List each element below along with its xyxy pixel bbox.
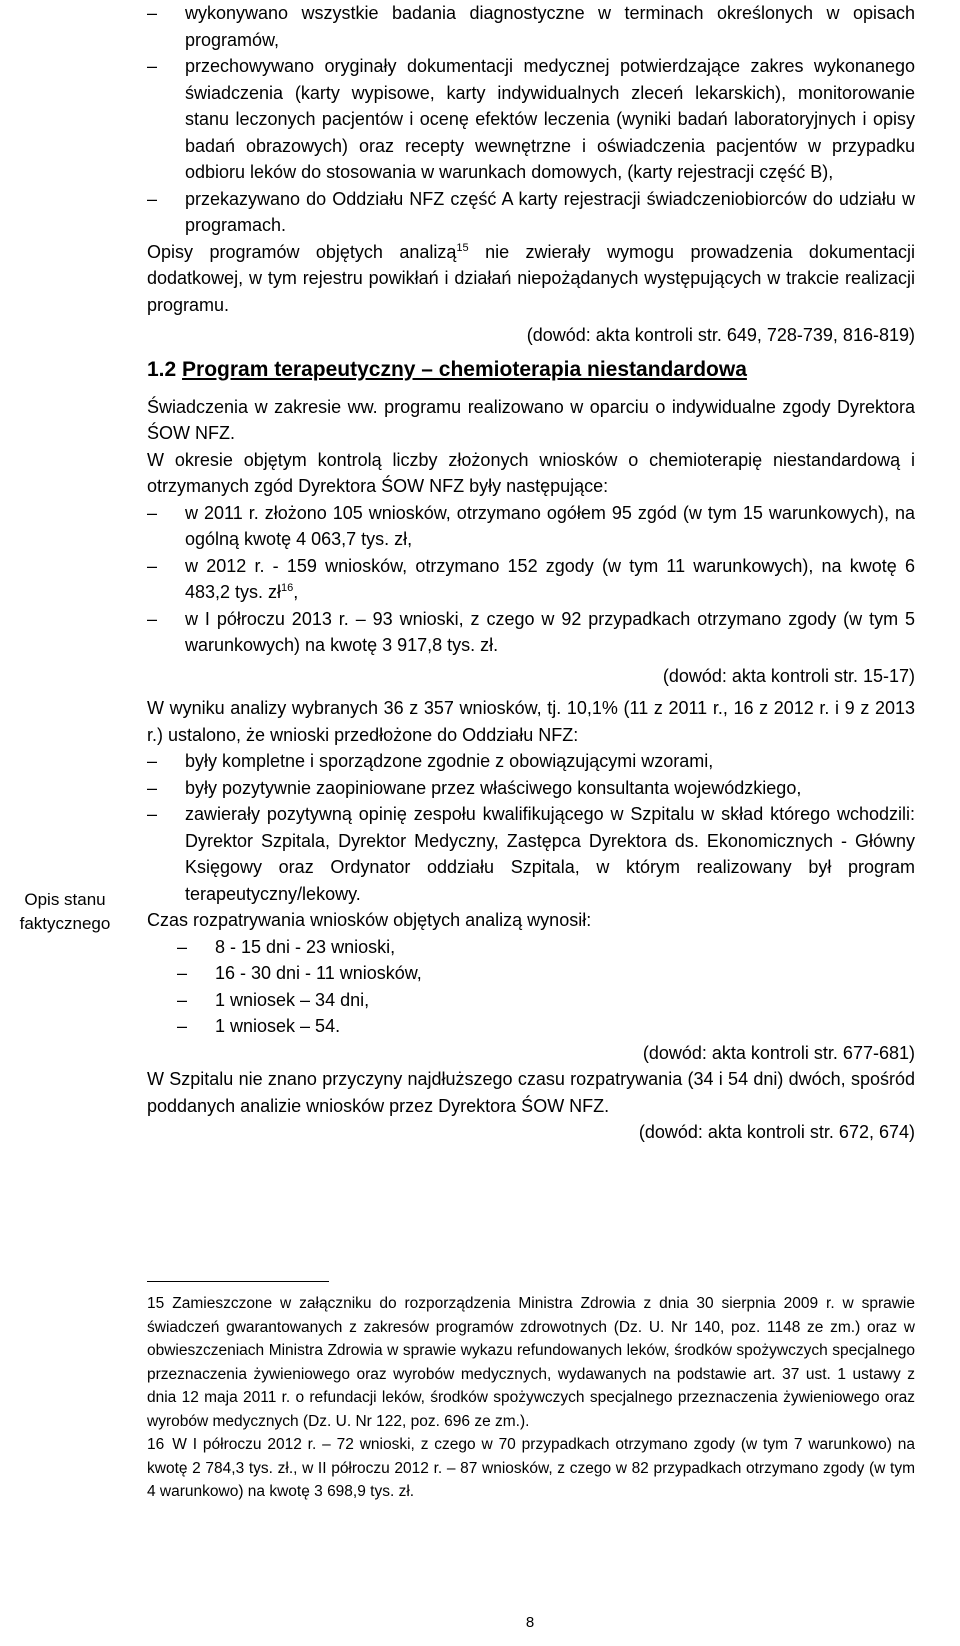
footnote-15: 15 Zamieszczone w załączniku do rozporządzenia Ministra Zdrowia z dnia 30 sierpnia 2009 r. w sprawie świadczeń gwarantowanych z zakresów programów zdrowotnych (Dz. U. Nr 140, poz. 1148 ze zm.) oraz w obwieszczeniach Ministra Zdrowia w sprawie wykazu refundowanych leków, środków spożywczych specjalnego przeznaczenia żywieniowego oraz wyrobów medycznych, wydawanych na podstawie art. 37 ust. 1 ustawy z dnia 12 maja 2011 r. o refundacji leków, środków spożywczych specjalnego przeznaczenia żywieniowego oraz wyrobów medycznych (Dz. U. Nr 122, poz. 696 ze zm.). [147, 1295, 915, 1430]
footnote-separator [147, 1281, 329, 1282]
section-heading [147, 355, 915, 385]
evidence-citation: (dowód: akta kontroli str. 677-681) [642, 1042, 915, 1063]
list-item: – 1 wniosek – 54. [177, 1016, 341, 1036]
list-item: – w 2011 r. złożono 105 wniosków, otrzymano ogółem 95 zgód (w tym 15 warunkowych), na ogólną kwotę 4 063,7 tys. zł, [147, 502, 915, 549]
paragraph-swiadczenia: Świadczenia w zakresie ww. programu realizowano w oparciu o indywidualne zgody Dyrektora ŚOW NFZ. [147, 396, 915, 443]
section-number: 1.2 [147, 357, 177, 381]
paragraph-czas: Czas rozpatrywania wniosków objętych analizą wynosił: [147, 910, 592, 930]
paragraph-wyniku: W wyniku analizy wybranych 36 z 357 wniosków, tj. 10,1% (11 z 2011 r., 16 z 2012 r. i 9 z 2013 r.) ustalono, że wnioski przedłożone do Oddziału NFZ: [147, 698, 915, 745]
footnote-mark: 16 [147, 1436, 165, 1453]
margin-label-line1: Opis stanu [24, 890, 106, 909]
footnotes [147, 1292, 915, 1504]
page-number: 8 [525, 1614, 535, 1631]
margin-label-line2: faktycznego [19, 914, 111, 933]
list-item: – 8 - 15 dni - 23 wnioski, [177, 936, 396, 957]
list-item: – wykonywano wszystkie badania diagnostyczne w terminach określonych w opisach programów, [147, 3, 915, 50]
margin-label [0, 888, 130, 936]
list-item: – w 2012 r. - 159 wniosków, otrzymano 152 zgody (w tym 11 warunkowych), na kwotę 6 483,2 tys. $zł^{16}$, [147, 555, 915, 602]
list-item: – zawierały pozytywną opinię zespołu kwalifikującego w Szpitalu w skład którego wchodzili: Dyrektor Szpitala, Dyrektor Medyczny, Zastępca Dyrektora ds. Ekonomicznych - Główny Księgowy oraz Ordynator oddziału Szpitala, w którym realizowany był program terapeutyczny/lekowy. [147, 804, 915, 904]
footnote-mark: 15 [147, 1295, 165, 1312]
paragraph-okres: W okresie objętym kontrolą liczby złożonych wniosków o chemioterapię niestandardową i otrzymanych zgód Dyrektora ŚOW NFZ były następujące: [147, 449, 915, 496]
paragraph-szpitalu: W Szpitalu nie znano przyczyny najdłuższego czasu rozpatrywania (34 i 54 dni) dwóch, spośród poddanych analizie wniosków przez Dyrektora ŚOW NFZ. [147, 1069, 915, 1116]
list-item: – w I półroczu 2013 r. – 93 wnioski, z czego w 92 przypadkach otrzymano zgody (w tym 5 warunkowych) na kwotę 3 917,8 tys. zł. [147, 608, 915, 655]
paragraph-opisy: Opisy programów objętych analizą$^{15}$ nie zwierały wymogu prowadzenia dokumentacji dodatkowej, w tym rejestru powikłań i działań niepożądanych występujących w trakcie realizacji programu. [147, 241, 915, 315]
wnioski-dash-list [147, 748, 915, 907]
list-item: – 16 - 30 dni - 11 wniosków, [177, 963, 422, 983]
list-item: – przechowywano oryginały dokumentacji medycznej potwierdzające zakres wykonanego świadczenia (karty wypisowe, karty indywidualnych zleceń lekarskich), monitorowanie stanu leczonych pacjentów i ocenę efektów leczenia (wyniki badań laboratoryjnych i opisy badań obrazowych) oraz recepty wewnętrzne i oświadczenia pacjentów w przypadku odbioru leków do stosowania w warunkach domowych, (karty rejestracji część B), [147, 56, 915, 182]
evidence-citation: (dowód: akta kontroli str. 15-17) [662, 665, 915, 686]
list-item: – były kompletne i sporządzone zgodnie z obowiązującymi wzorami, [147, 751, 714, 771]
main-text [147, 0, 915, 1146]
list-item: – 1 wniosek – 34 dni, [177, 989, 370, 1010]
footnote-ref-16: 16 [281, 582, 294, 594]
section-title: Program terapeutyczny – chemioterapia niestandardowa [182, 357, 747, 381]
czas-dash-list [147, 934, 915, 1040]
footnote-ref-15: 15 [456, 241, 469, 254]
evidence-citation: (dowód: akta kontroli str. 649, 728-739, 816-819) [526, 325, 915, 345]
evidence-citation: (dowód: akta kontroli str. 672, 674) [638, 1122, 915, 1142]
footnote-16: 16 W I półroczu 2012 r. – 72 wnioski, z czego w 70 przypadkach otrzymano zgody (w tym 7 warunkowo) na kwotę 2 784,3 tys. zł., w II półroczu 2012 r. – 87 wniosków, z czego w 82 przypadkach otrzymano zgody (w tym 4 warunkowo) na kwotę 3 698,9 tys. zł. [147, 1436, 915, 1500]
list-item: – przekazywano do Oddziału NFZ część A karty rejestracji świadczeniobiorców do udziału w programach. [147, 188, 915, 235]
year-dash-list [147, 500, 915, 659]
top-dash-list [147, 0, 915, 239]
list-item: – były pozytywnie zaopiniowane przez właściwego konsultanta wojewódzkiego, [147, 777, 802, 798]
